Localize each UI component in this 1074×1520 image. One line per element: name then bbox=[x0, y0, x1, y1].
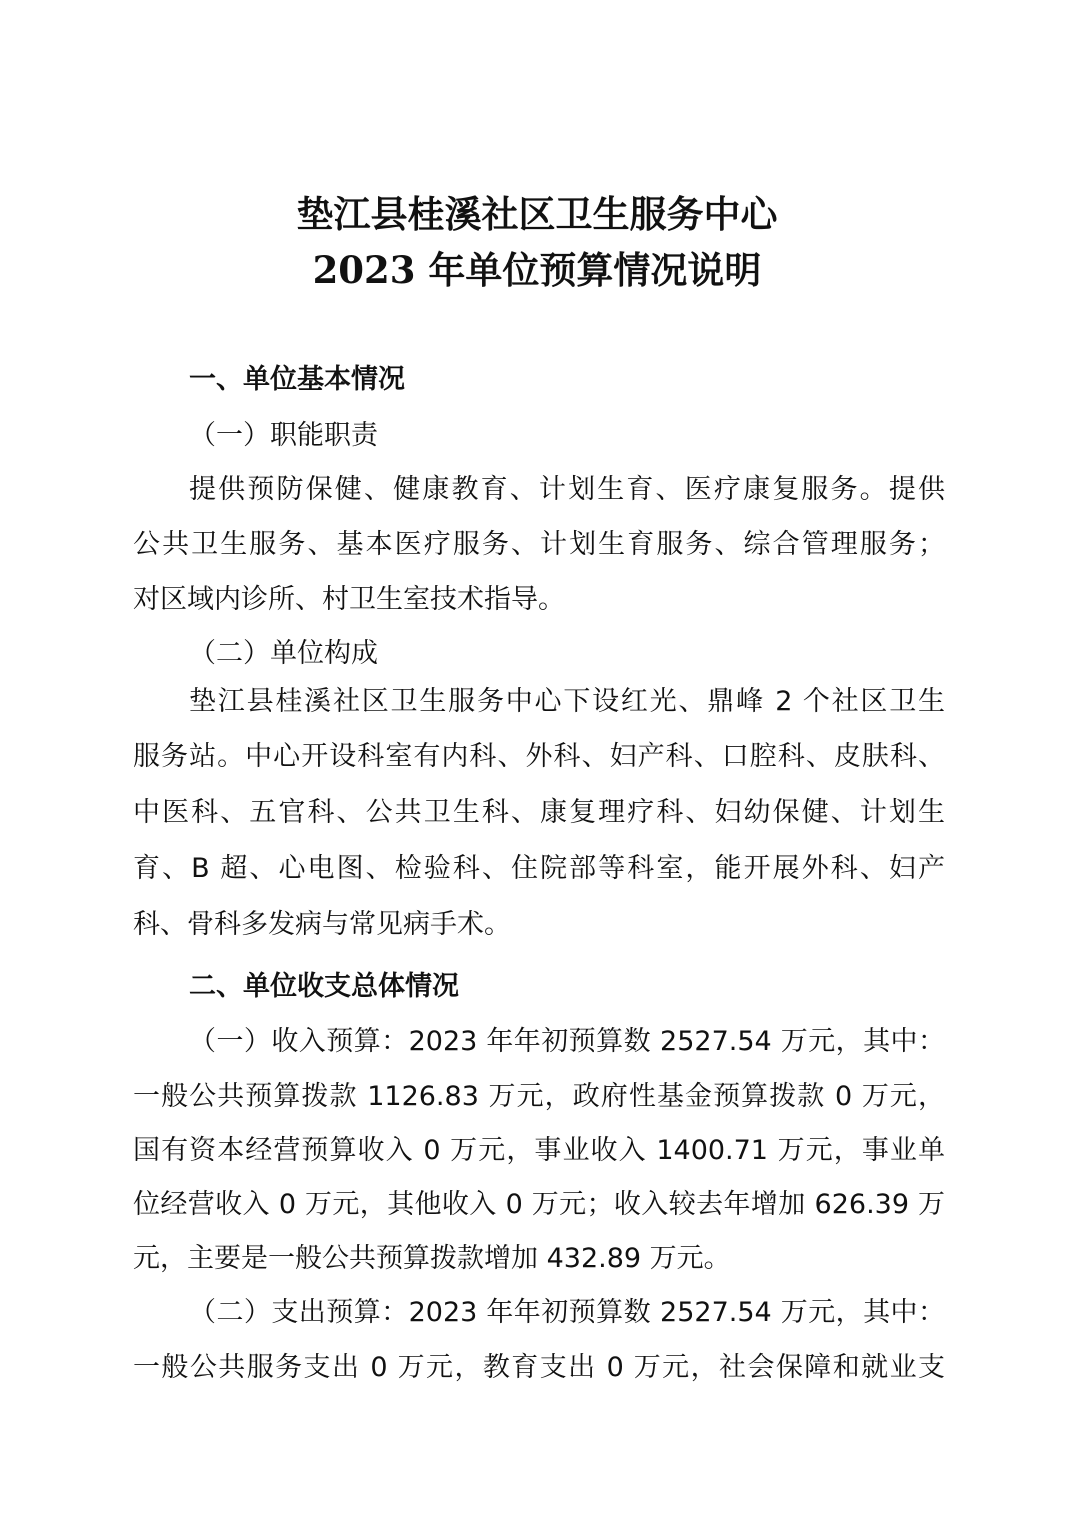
paragraph-line: 科、骨科多发病与常见病手术。 bbox=[133, 909, 511, 940]
paragraph-line: 对区域内诊所、村卫生室技术指导。 bbox=[133, 584, 565, 615]
paragraph-line: （二）支出预算：2023 年年初预算数 2527.54 万元，其中： bbox=[189, 1297, 945, 1328]
paragraph-line: 中医科、五官科、公共卫生科、康复理疗科、妇幼保健、计划生 bbox=[133, 797, 945, 828]
paragraph-line: 提供预防保健、健康教育、计划生育、医疗康复服务。提供 bbox=[189, 474, 945, 505]
paragraph-line: 位经营收入 0 万元，其他收入 0 万元；收入较去年增加 626.39 万 bbox=[133, 1189, 945, 1220]
section2-heading: 二、单位收支总体情况 bbox=[189, 971, 459, 1002]
paragraph-line: 一般公共预算拨款 1126.83 万元，政府性基金预算拨款 0 万元， bbox=[133, 1081, 945, 1112]
paragraph-line: 国有资本经营预算收入 0 万元，事业收入 1400.71 万元，事业单 bbox=[133, 1135, 945, 1166]
document-title-line2: 2023 年单位预算情况说明 bbox=[312, 248, 762, 292]
document-title-line1: 垫江县桂溪社区卫生服务中心 bbox=[296, 192, 778, 236]
paragraph-line: 公共卫生服务、基本医疗服务、计划生育服务、综合管理服务； bbox=[133, 529, 945, 560]
sub2-heading: （二）单位构成 bbox=[189, 638, 378, 669]
paragraph-line: 垫江县桂溪社区卫生服务中心下设红光、鼎峰 2 个社区卫生 bbox=[189, 686, 945, 717]
section1-heading: 一、单位基本情况 bbox=[189, 364, 405, 395]
paragraph-line: （一）收入预算：2023 年年初预算数 2527.54 万元，其中： bbox=[189, 1026, 945, 1057]
paragraph-line: 一般公共服务支出 0 万元，教育支出 0 万元，社会保障和就业支 bbox=[133, 1352, 945, 1383]
paragraph-line: 服务站。中心开设科室有内科、外科、妇产科、口腔科、皮肤科、 bbox=[133, 741, 945, 772]
paragraph-line: 元，主要是一般公共预算拨款增加 432.89 万元。 bbox=[133, 1243, 731, 1274]
paragraph-line: 育、B 超、心电图、检验科、住院部等科室，能开展外科、妇产 bbox=[133, 853, 945, 884]
sub1-heading: （一）职能职责 bbox=[189, 420, 378, 451]
